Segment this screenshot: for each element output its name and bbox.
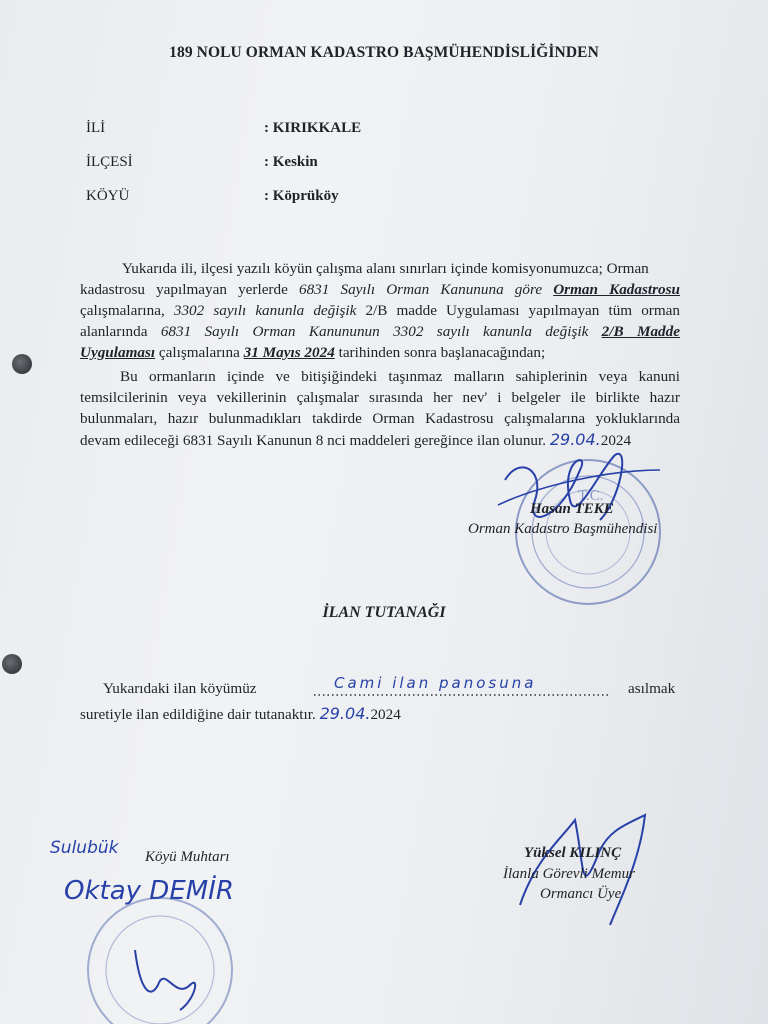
handwritten-date: 29.04. [319, 704, 371, 723]
para1-italic: 6831 Sayılı Orman Kanununun 3302 sayılı kanunla değişik [160, 323, 602, 340]
para1-line [80, 258, 680, 279]
signer1-name: Hasan TEKE [530, 501, 614, 517]
para1-text: tarihinden sonra başlanacağından; [334, 344, 546, 361]
date-year: 2024 [600, 432, 632, 449]
record-asilmak: asılmak [628, 680, 676, 697]
handwritten-place: Cami ilan panosuna [334, 674, 537, 692]
il-label: İLİ [86, 120, 106, 136]
para1-text: Yukarıda ili, ilçesi yazılı köyün çalışma alanı sınırları içinde komisyonumuzca; Orman [122, 260, 649, 277]
stamp-text: T.C. [578, 488, 604, 504]
para2-line [80, 429, 680, 451]
signer2-title: Köyü Muhtarı [145, 849, 230, 865]
madde-emphasis: 2/B Madde [601, 323, 680, 340]
uygulamasi-emphasis: Uygulaması [80, 344, 156, 361]
para1-line [80, 342, 680, 363]
para1-text: çalışmalarına, [80, 302, 174, 319]
handwritten-muhtar-name: Oktay DEMİR [64, 876, 234, 906]
record-text: suretiyle ilan edildiğine dair tutanaktır. [80, 706, 316, 723]
para1-text: 2/B madde Uygulaması yapılmayan tüm orman [356, 302, 680, 319]
para2-line: Bu ormanların içinde ve bitişiğindeki taşınmaz malların sahiplerinin veya kanuni [120, 368, 680, 385]
ilce-value: : Keskin [264, 154, 318, 170]
para2-line: temsilcilerinin veya vekillerinin çalışmalar sırasında her nev' i belgeler ile birlikte hazır [80, 389, 680, 406]
date-year: 2024 [370, 706, 401, 723]
handwritten-date: 29.04. [549, 430, 601, 449]
koy-value: : Köprüköy [264, 188, 339, 204]
koy-label: KÖYÜ [86, 188, 130, 204]
handwritten-village: Sulubük [50, 838, 119, 858]
start-date-emphasis: 31 Mayıs 2024 [243, 344, 335, 361]
para1-line [80, 321, 680, 342]
signer1-title: Orman Kadastro Başmühendisi [468, 521, 658, 537]
announcement-paragraph-2 [80, 366, 680, 451]
punch-hole-top [12, 354, 32, 374]
para1-italic: 6831 Sayılı Orman Kanununa göre [298, 281, 554, 298]
para2-text: devam edileceği 6831 Sayılı Kanunun 8 nci maddeleri gereğince ilan olunur. [80, 432, 547, 449]
para1-italic: 3302 sayılı kanunla değişik [173, 302, 357, 319]
record-line-2 [80, 704, 401, 724]
announcement-paragraph-1 [80, 258, 680, 363]
signer3-title-1: İlanla Görevli Memur [503, 866, 635, 882]
para1-text: alanlarında [80, 323, 161, 340]
para1-text: kadastrosu yapılmayan yerlerde [80, 281, 299, 298]
punch-hole-bottom [2, 654, 22, 674]
signer3-name: Yüksel KILINÇ [524, 845, 622, 861]
para1-text: çalışmalarına [155, 344, 244, 361]
para1-line [80, 279, 680, 300]
official-stamp-2 [88, 898, 232, 1024]
ilce-label: İLÇESİ [86, 154, 133, 170]
signature-scribble-1b [498, 470, 660, 505]
il-value: : KIRIKKALE [264, 120, 362, 136]
signer3-title-2: Ormancı Üye [540, 886, 622, 902]
para1-line [80, 300, 680, 321]
signature-scribble-2 [135, 950, 195, 1010]
record-title: İLAN TUTANAĞI [322, 604, 446, 621]
document-title: 189 NOLU ORMAN KADASTRO BAŞMÜHENDİSLİĞİNDEN [169, 44, 599, 61]
para2-line: bulunmaları, hazır bulunmadıkları takdirde Orman Kadastrosu çalışmalarına yokluklarında [80, 410, 680, 427]
orman-kadastrosu-emphasis: Orman Kadastrosu [553, 281, 680, 298]
record-text: Yukarıdaki ilan köyümüz [103, 680, 257, 697]
